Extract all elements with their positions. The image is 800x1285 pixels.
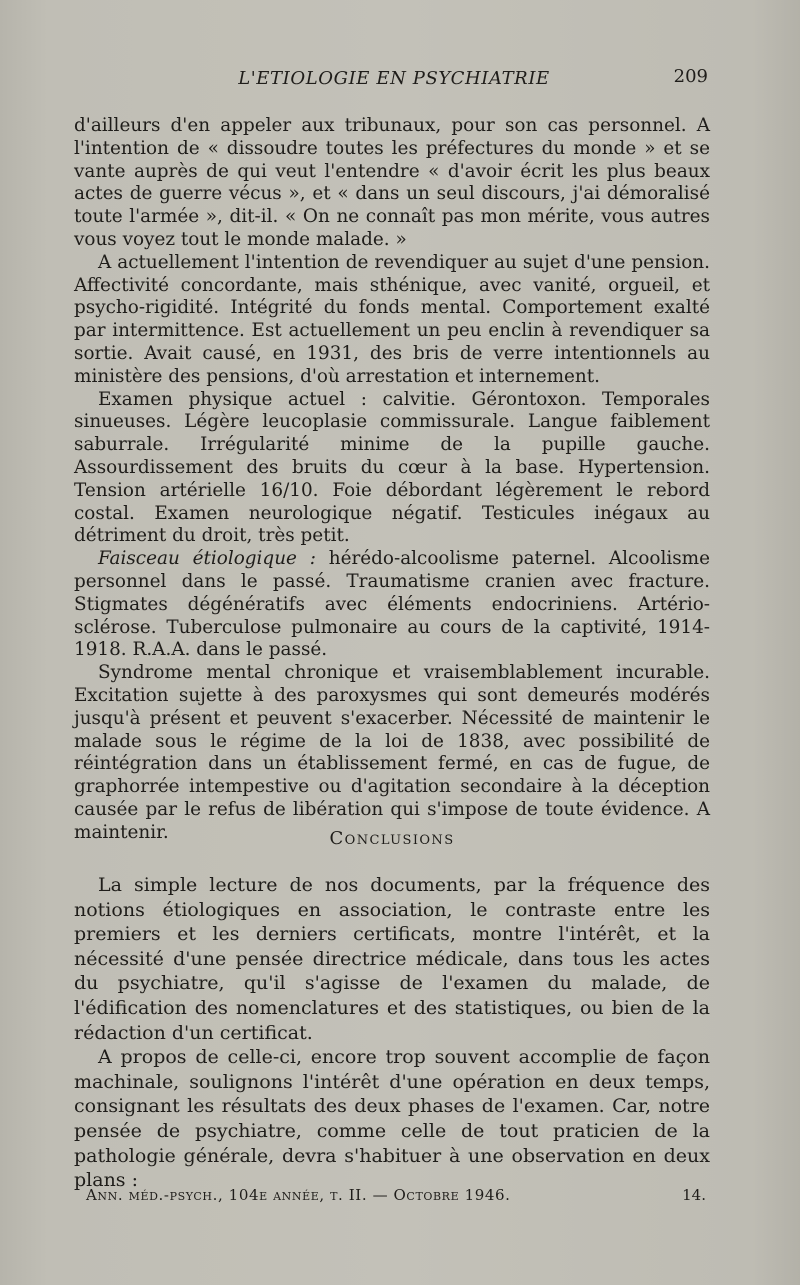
paragraph: d'ailleurs d'en appeler aux tribunaux, pour son cas personnel. A l'intention de « dissoudre toutes les préfectures du monde » et se vante auprès de qui veut l'entendre « d'avoir écrit les plus beaux actes de guerre vécus », et « dans un seul discours, j'ai démoralisé toute l'armée », dit-il. « On ne connaît pas mon mérite, vous autres vous voyez tout le monde malade. » [74,115,710,250]
running-head [74,62,714,92]
running-title: L'ETIOLOGIE EN PSYCHIATRIE [238,68,550,89]
paragraph: Syndrome mental chronique et vraisemblablement incurable. Excitation sujette à des paroxysmes qui sont demeurés modérés jusqu'à présent et peuvent s'exacerber. Nécessité de maintenir le malade sous le régime de la loi de 1838, avec possibilité de réintégration dans un établissement fermé, en cas de fugue, de graphorrée intempestive ou d'agitation secondaire à la déception causée par le refus de libération qui s'impose de toute évidence. A maintenir. [74,662,710,843]
conclusions-text [74,873,710,1193]
journal-citation: Ann. méd.-psych., 104e année, t. II. — Octobre 1946. [86,1186,511,1204]
paragraph: A actuellement l'intention de revendiquer au sujet d'une pension. Affectivité concordante, mais sthénique, avec vanité, orgueil, et psycho-rigidité. Intégrité du fonds mental. Comportement exalté par intermittence. Est actuellement un peu enclin à revendiquer sa sortie. Avait causé, en 1931, des bris de verre intentionnels au ministère des pensions, d'où arrestation et internement. [74,251,710,387]
page-footer [86,1186,706,1210]
section-heading: Conclusions [329,828,455,849]
case-report-text [74,115,710,845]
paragraph: A propos de celle-ci, encore trop souvent accomplie de façon machinale, soulignons l'intérêt d'une opération en deux temps, consignant les résultats des deux phases de l'examen. Car, notre pensée de psychiatre, comme celle de tout praticien de la pathologie générale, devra s'habituer à une observation en deux plans : [74,1046,710,1192]
etiology-text: hérédo-alcoolisme paternel. Alcoolisme personnel dans le passé. Traumatisme cranien avec fracture. Stigmates dégénératifs avec éléments endocriniens. Artério-sclérose. Tuberculose pulmonaire au cours de la captivité, 1914-1918. R.A.A. dans le passé. [74,548,711,661]
etiology-paragraph [74,548,710,662]
paragraph: La simple lecture de nos documents, par la fréquence des notions étiologiques en association, le contraste entre les premiers et les derniers certificats, montre l'intérêt, et la nécessité d'une pensée directrice médicale, dans tous les actes du psychiatre, qu'il s'agisse de l'examen du malade, de l'édification des nomenclatures et des statistiques, ou bien de la rédaction d'un certificat. [74,874,710,1044]
etiology-label: Faisceau étiologique : [98,548,316,570]
paragraph: Examen physique actuel : calvitie. Gérontoxon. Temporales sinueuses. Légère leucoplasie commissurale. Langue faiblement saburrale. Irrégularité minime de la pupille gauche. Assourdissement des bruits du cœur à la base. Hypertension. Tension artérielle 16/10. Foie débordant légèrement le rebord costal. Examen neurologique négatif. Testicules inégaux au détriment du droit, très petit. [74,388,710,547]
signature-mark: 14. [682,1186,706,1204]
page-number: 209 [673,66,708,87]
